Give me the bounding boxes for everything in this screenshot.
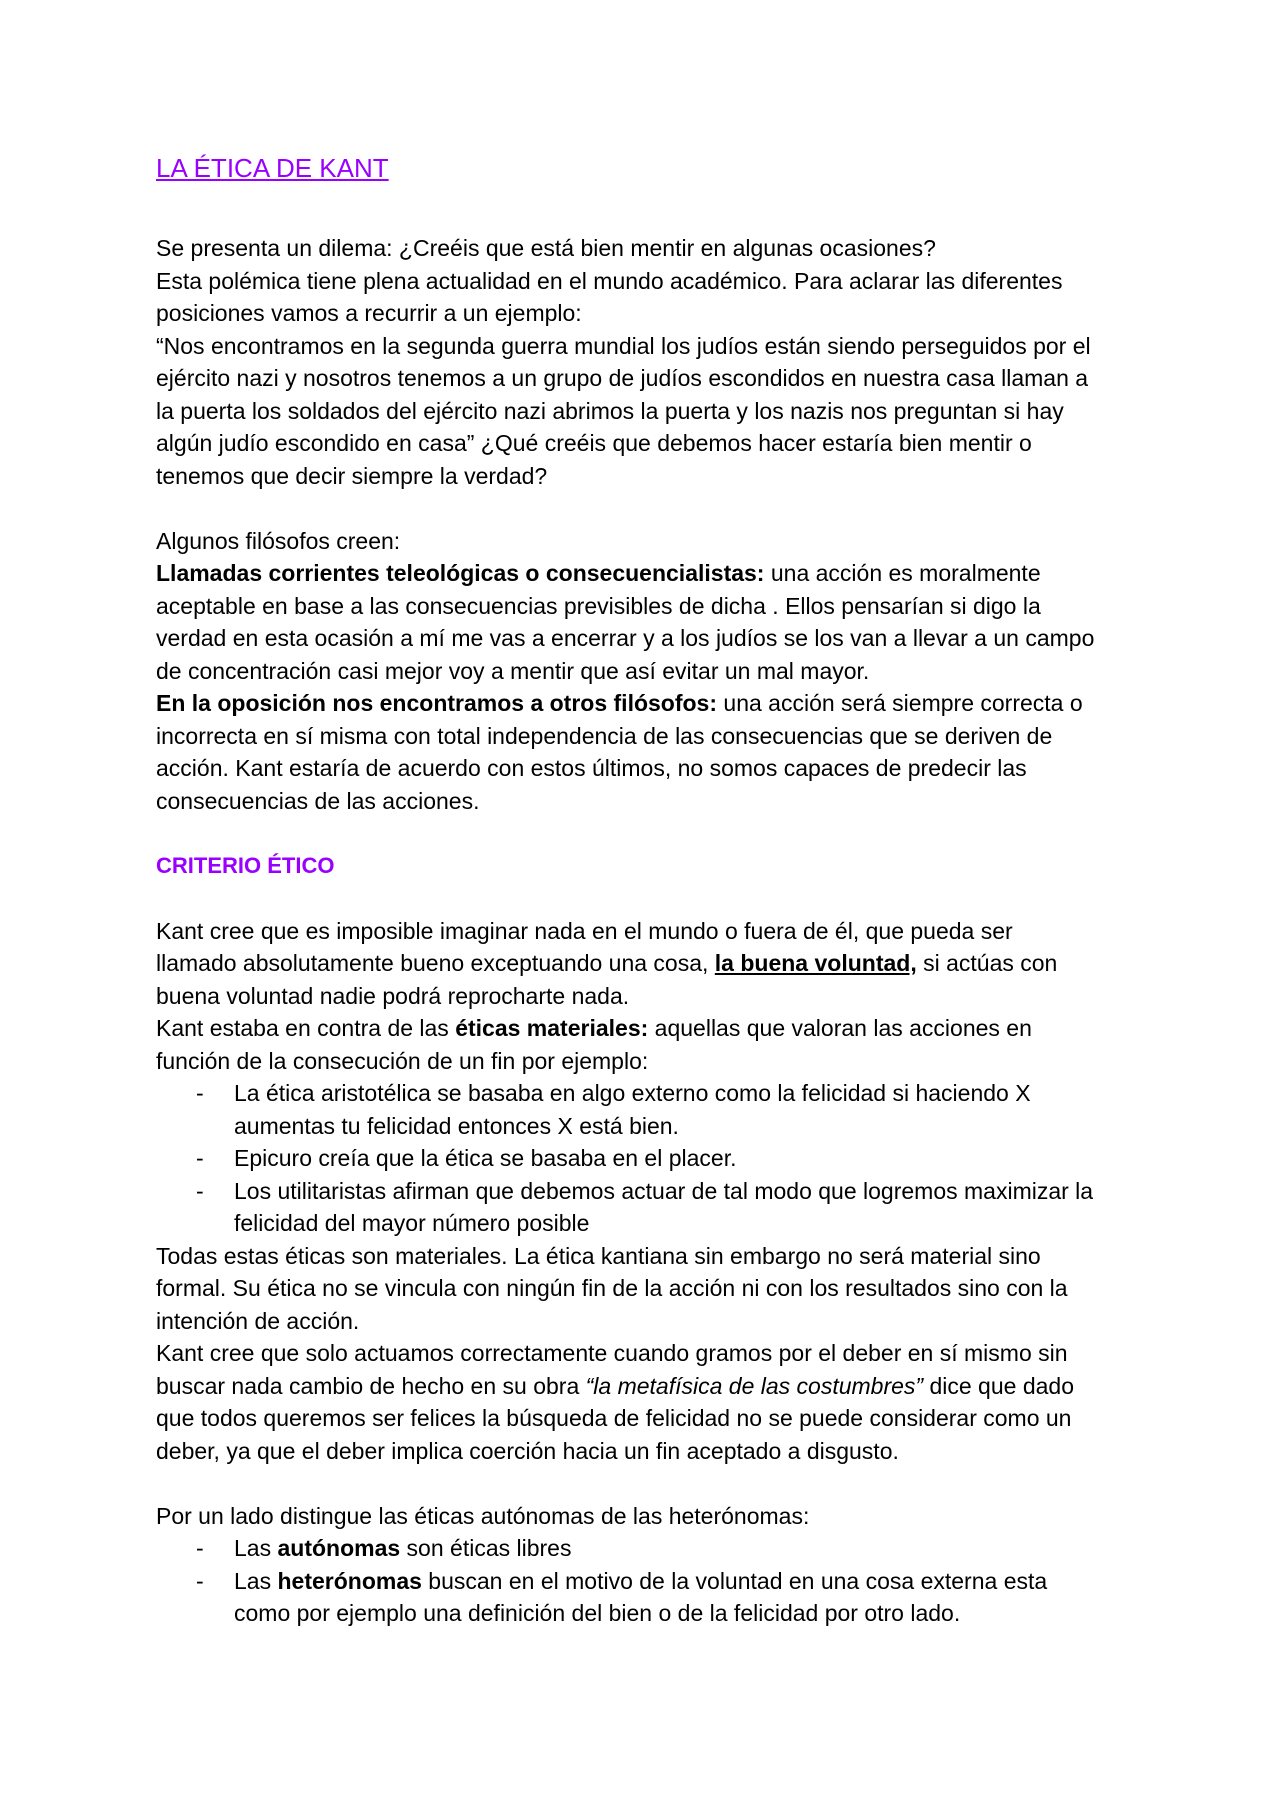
text-segment: algún judío escondido en casa” ¿Qué creéis que debemos hacer estaría bien mentir o xyxy=(156,430,1032,456)
bold-text: autónomas xyxy=(277,1535,401,1561)
text-segment: Epicuro creía que la ética se basaba en el placer. xyxy=(234,1145,737,1171)
text-line xyxy=(156,362,1156,395)
text-segment: dice que dado xyxy=(923,1372,1074,1399)
list-item xyxy=(156,1565,1156,1598)
bullet-dash: - xyxy=(196,1177,204,1204)
text-line xyxy=(156,1402,1156,1435)
text-segment: de concentración casi mejor voy a mentir que así evitar un mal mayor. xyxy=(156,657,870,684)
list-item xyxy=(156,1077,1156,1110)
text-line xyxy=(156,1337,1156,1370)
text-line xyxy=(156,557,1156,590)
italic-text: “la metafísica de las costumbres” xyxy=(585,1372,924,1399)
text-line xyxy=(156,752,1156,785)
text-segment: son éticas libres xyxy=(400,1535,572,1561)
text-segment: Las xyxy=(234,1567,278,1594)
text-line xyxy=(156,590,1156,623)
text-line xyxy=(156,1045,1156,1078)
list-item xyxy=(156,1175,1156,1208)
list-item xyxy=(156,1532,1156,1565)
text-line xyxy=(156,1597,1156,1630)
text-segment: si actúas con xyxy=(916,950,1058,976)
text-line xyxy=(156,427,1156,460)
text-segment: aquellas que valoran las acciones en xyxy=(648,1015,1032,1041)
document-title: LA ÉTICA DE KANT xyxy=(156,153,389,183)
text-segment: la puerta los soldados del ejército nazi abrimos la puerta y los nazis nos preguntan si hay xyxy=(156,397,1064,424)
text-segment: Por un lado distingue las éticas autónomas de las heterónomas: xyxy=(156,1502,810,1529)
text-segment: función de la consecución de un fin por ejemplo: xyxy=(156,1047,649,1074)
text-segment: Las xyxy=(234,1535,278,1561)
text-line xyxy=(156,817,1156,850)
bullet-dash: - xyxy=(196,1535,204,1561)
text-segment: Todas estas éticas son materiales. La ética kantiana sin embargo no será material sino xyxy=(156,1242,1041,1269)
text-line xyxy=(156,460,1156,493)
text-line xyxy=(156,1012,1156,1045)
bold-text: Llamadas corrientes teleológicas o consecuencialistas: xyxy=(156,560,765,586)
bold-text: la buena voluntad, xyxy=(714,950,917,976)
bullet-dash: - xyxy=(196,1080,204,1106)
section-heading xyxy=(156,850,1156,883)
text-segment: ejército nazi y nosotros tenemos a un grupo de judíos escondidos en nuestra casa llaman a xyxy=(156,365,1089,391)
text-segment: Kant cree que es imposible imaginar nada en el mundo o fuera de él, que pueda ser xyxy=(156,917,1013,944)
text-segment: buscar nada cambio de hecho en su obra xyxy=(156,1372,586,1399)
text-line xyxy=(156,1305,1156,1338)
bold-text: heterónomas xyxy=(277,1567,422,1594)
text-segment: Los utilitaristas afirman que debemos actuar de tal modo que logremos maximizar la xyxy=(234,1177,1094,1204)
text-line xyxy=(156,882,1156,915)
text-line xyxy=(156,785,1156,818)
text-segment: llamado absolutamente bueno exceptuando una cosa, xyxy=(156,950,715,976)
text-segment: intención de acción. xyxy=(156,1307,360,1334)
text-line xyxy=(156,947,1156,980)
document-body xyxy=(156,232,1156,1630)
text-line xyxy=(156,655,1156,688)
text-line xyxy=(156,330,1156,363)
text-segment: deber, ya que el deber implica coerción hacia un fin aceptado a disgusto. xyxy=(156,1437,899,1464)
bold-text: En la oposición nos encontramos a otros filósofos: xyxy=(156,690,718,716)
text-line xyxy=(156,232,1156,265)
text-line xyxy=(156,915,1156,948)
text-line xyxy=(156,1240,1156,1273)
text-segment: incorrecta en sí misma con total independencia de las consecuencias que se deriven de xyxy=(156,722,1053,749)
text-line xyxy=(156,265,1156,298)
bullet-dash: - xyxy=(196,1145,204,1171)
text-line xyxy=(156,1500,1156,1533)
text-segment: aumentas tu felicidad entonces X está bien. xyxy=(234,1112,679,1139)
text-segment: una acción será siempre correcta o xyxy=(717,690,1083,716)
text-segment: CRITERIO ÉTICO xyxy=(156,852,335,878)
text-line xyxy=(156,687,1156,720)
text-segment: buscan en el motivo de la voluntad en una cosa externa esta xyxy=(421,1567,1048,1594)
text-segment: verdad en esta ocasión a mí me vas a encerrar y a los judíos se los van a llevar a un campo xyxy=(156,625,1095,651)
text-segment: Esta polémica tiene plena actualidad en el mundo académico. Para aclarar las diferentes xyxy=(156,267,1063,294)
text-line xyxy=(156,297,1156,330)
text-segment: aceptable en base a las consecuencias previsibles de dicha . Ellos pensarían si digo la xyxy=(156,592,1041,619)
text-segment: La ética aristotélica se basaba en algo externo como la felicidad si haciendo X xyxy=(234,1080,1031,1106)
text-segment: Kant estaba en contra de las xyxy=(156,1015,456,1041)
text-line xyxy=(156,395,1156,428)
text-segment: que todos queremos ser felices la búsqueda de felicidad no se puede considerar como un xyxy=(156,1405,1072,1431)
text-line xyxy=(156,720,1156,753)
text-segment: formal. Su ética no se vincula con ningún fin de la acción ni con los resultados sino con la xyxy=(156,1275,1068,1301)
text-segment: como por ejemplo una definición del bien o de la felicidad por otro lado. xyxy=(234,1600,961,1626)
list-item xyxy=(156,1142,1156,1175)
text-line xyxy=(156,1272,1156,1305)
text-segment: Kant cree que solo actuamos correctamente cuando gramos por el deber en sí mismo sin xyxy=(156,1340,1068,1366)
text-segment: posiciones vamos a recurrir a un ejemplo: xyxy=(156,300,582,326)
text-segment: tenemos que decir siempre la verdad? xyxy=(156,462,548,489)
text-line xyxy=(156,492,1156,525)
text-segment: consecuencias de las acciones. xyxy=(156,787,480,814)
text-segment: buena voluntad nadie podrá reprocharte nada. xyxy=(156,982,630,1009)
text-segment: felicidad del mayor número posible xyxy=(234,1210,590,1236)
text-segment: una acción es moralmente xyxy=(764,560,1041,586)
text-segment: Algunos filósofos creen: xyxy=(156,527,401,554)
text-line xyxy=(156,622,1156,655)
text-line xyxy=(156,1110,1156,1143)
text-segment: acción. Kant estaría de acuerdo con estos últimos, no somos capaces de predecir las xyxy=(156,755,1027,781)
text-segment: “Nos encontramos en la segunda guerra mundial los judíos están siendo perseguidos por el xyxy=(156,332,1091,359)
text-line xyxy=(156,1207,1156,1240)
text-line xyxy=(156,525,1156,558)
bold-text: éticas materiales: xyxy=(455,1015,649,1041)
text-line xyxy=(156,1370,1156,1403)
text-segment: Se presenta un dilema: ¿Creéis que está bien mentir en algunas ocasiones? xyxy=(156,235,936,261)
bullet-dash: - xyxy=(196,1567,204,1594)
text-line xyxy=(156,1467,1156,1500)
text-line xyxy=(156,1435,1156,1468)
text-line xyxy=(156,980,1156,1013)
